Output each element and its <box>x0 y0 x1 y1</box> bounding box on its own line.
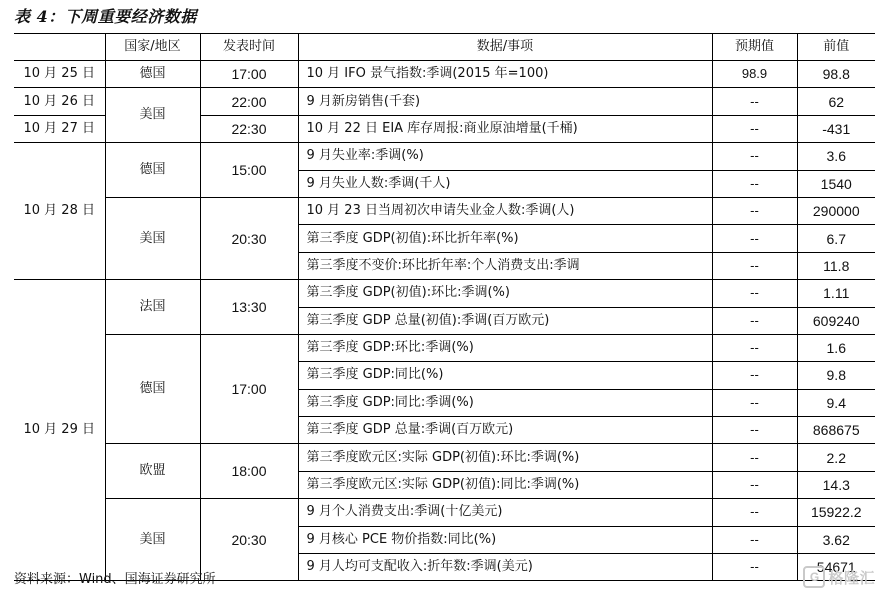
table-row <box>14 280 875 307</box>
date-cell: 10 月 28 日 <box>14 143 105 280</box>
header-item: 数据/事项 <box>298 34 712 61</box>
watermark <box>803 565 875 589</box>
region-cell: 欧盟 <box>105 444 200 499</box>
region-cell: 美国 <box>105 88 200 143</box>
item-cell: 10 月 23 日当周初次申请失业金人数:季调(人) <box>298 197 712 224</box>
forecast-cell: -- <box>712 307 797 334</box>
header-forecast: 预期值 <box>712 34 797 61</box>
item-cell: 9 月失业率:季调(%) <box>298 143 712 170</box>
item-cell: 第三季度 GDP:同比:季调(%) <box>298 389 712 416</box>
forecast-cell: -- <box>712 143 797 170</box>
item-cell: 第三季度 GDP:环比:季调(%) <box>298 334 712 361</box>
previous-cell: 98.8 <box>797 61 875 88</box>
item-cell: 9 月核心 PCE 物价指数:同比(%) <box>298 526 712 553</box>
header-region: 国家/地区 <box>105 34 200 61</box>
gelonghui-logo-icon: G <box>803 566 825 588</box>
time-cell: 22:30 <box>200 115 298 142</box>
item-cell: 10 月 IFO 景气指数:季调(2015 年=100) <box>298 61 712 88</box>
table-row <box>14 197 875 224</box>
table-row <box>14 334 875 361</box>
table-row <box>14 444 875 471</box>
watermark-text: 格隆汇 <box>828 568 875 587</box>
time-cell: 15:00 <box>200 143 298 198</box>
forecast-cell: -- <box>712 554 797 581</box>
date-cell: 10 月 29 日 <box>14 280 105 581</box>
table-caption: 表 4：下周重要经济数据 <box>14 7 197 26</box>
previous-cell: 6.7 <box>797 225 875 252</box>
previous-cell: 9.8 <box>797 362 875 389</box>
region-cell: 美国 <box>105 197 200 279</box>
forecast-cell: -- <box>712 197 797 224</box>
time-cell: 18:00 <box>200 444 298 499</box>
item-cell: 第三季度欧元区:实际 GDP(初值):同比:季调(%) <box>298 471 712 498</box>
table-header-row <box>14 34 875 61</box>
previous-cell: 62 <box>797 88 875 115</box>
date-cell: 10 月 25 日 <box>14 61 105 88</box>
date-cell: 10 月 26 日 <box>14 88 105 115</box>
forecast-cell: -- <box>712 334 797 361</box>
previous-cell: 3.62 <box>797 526 875 553</box>
item-cell: 9 月人均可支配收入:折年数:季调(美元) <box>298 554 712 581</box>
header-date <box>14 34 105 61</box>
forecast-cell: -- <box>712 471 797 498</box>
table-row <box>14 143 875 170</box>
item-cell: 第三季度 GDP:同比(%) <box>298 362 712 389</box>
forecast-cell: -- <box>712 444 797 471</box>
time-cell: 17:00 <box>200 61 298 88</box>
item-cell: 9 月个人消费支出:季调(十亿美元) <box>298 499 712 526</box>
previous-cell: 9.4 <box>797 389 875 416</box>
item-cell: 第三季度不变价:环比折年率:个人消费支出:季调 <box>298 252 712 279</box>
time-cell: 20:30 <box>200 197 298 279</box>
previous-cell: -431 <box>797 115 875 142</box>
header-previous: 前值 <box>797 34 875 61</box>
item-cell: 9 月新房销售(千套) <box>298 88 712 115</box>
previous-cell: 868675 <box>797 417 875 444</box>
table-row <box>14 61 875 88</box>
date-cell: 10 月 27 日 <box>14 115 105 142</box>
time-cell: 22:00 <box>200 88 298 115</box>
previous-cell: 1.6 <box>797 334 875 361</box>
previous-cell: 14.3 <box>797 471 875 498</box>
time-cell: 20:30 <box>200 499 298 581</box>
item-cell: 第三季度 GDP 总量(初值):季调(百万欧元) <box>298 307 712 334</box>
previous-cell: 609240 <box>797 307 875 334</box>
previous-cell: 11.8 <box>797 252 875 279</box>
forecast-cell: -- <box>712 362 797 389</box>
forecast-cell: -- <box>712 417 797 444</box>
item-cell: 第三季度 GDP(初值):环比:季调(%) <box>298 280 712 307</box>
forecast-cell: -- <box>712 526 797 553</box>
forecast-cell: -- <box>712 225 797 252</box>
table-row <box>14 88 875 115</box>
item-cell: 第三季度欧元区:实际 GDP(初值):环比:季调(%) <box>298 444 712 471</box>
previous-cell: 2.2 <box>797 444 875 471</box>
region-cell: 德国 <box>105 143 200 198</box>
region-cell: 法国 <box>105 280 200 335</box>
item-cell: 10 月 22 日 EIA 库存周报:商业原油增量(千桶) <box>298 115 712 142</box>
forecast-cell: -- <box>712 499 797 526</box>
time-cell: 17:00 <box>200 334 298 444</box>
forecast-cell: -- <box>712 170 797 197</box>
previous-cell: 1540 <box>797 170 875 197</box>
previous-cell: 54671 <box>797 554 875 581</box>
item-cell: 9 月失业人数:季调(千人) <box>298 170 712 197</box>
region-cell: 德国 <box>105 334 200 444</box>
previous-cell: 290000 <box>797 197 875 224</box>
time-cell: 13:30 <box>200 280 298 335</box>
previous-cell: 1.11 <box>797 280 875 307</box>
table-row <box>14 499 875 526</box>
economic-data-table <box>14 33 875 581</box>
forecast-cell: 98.9 <box>712 61 797 88</box>
source-note: 资料来源：Wind、国海证券研究所 <box>14 572 216 587</box>
forecast-cell: -- <box>712 252 797 279</box>
previous-cell: 3.6 <box>797 143 875 170</box>
forecast-cell: -- <box>712 88 797 115</box>
header-time: 发表时间 <box>200 34 298 61</box>
item-cell: 第三季度 GDP 总量:季调(百万欧元) <box>298 417 712 444</box>
item-cell: 第三季度 GDP(初值):环比折年率(%) <box>298 225 712 252</box>
previous-cell: 15922.2 <box>797 499 875 526</box>
region-cell: 美国 <box>105 499 200 581</box>
region-cell: 德国 <box>105 61 200 88</box>
forecast-cell: -- <box>712 280 797 307</box>
forecast-cell: -- <box>712 115 797 142</box>
forecast-cell: -- <box>712 389 797 416</box>
